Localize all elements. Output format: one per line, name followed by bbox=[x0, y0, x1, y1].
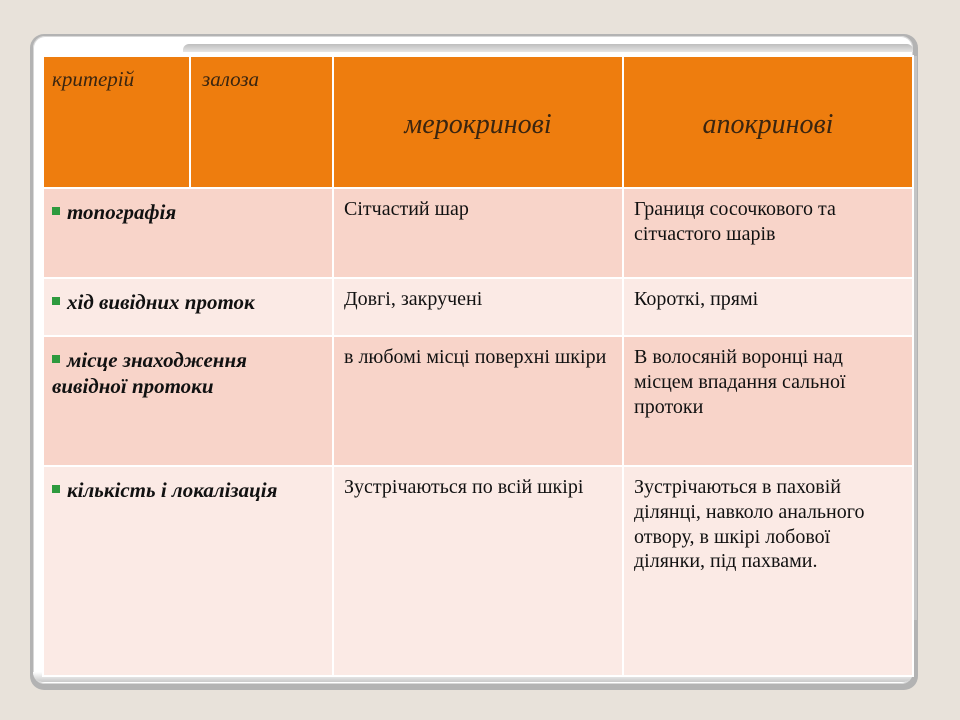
header-gland-label: залоза bbox=[202, 67, 260, 91]
apocrine-cell: Зустрічаються в паховій ділянці, навколо анального отвору, в шкірі лобової ділянки, під пахвами. bbox=[623, 466, 913, 676]
table-row bbox=[43, 466, 913, 676]
header-criterion-cell bbox=[43, 56, 333, 188]
criterion-label: місце знаходження вивідної протоки bbox=[52, 348, 247, 399]
bullet-icon bbox=[52, 297, 60, 305]
apocrine-cell: Короткі, прямі bbox=[623, 278, 913, 336]
bullet-icon bbox=[52, 207, 60, 215]
header-apocrine: апокринові bbox=[623, 56, 913, 188]
criterion-label: хід вивідних проток bbox=[67, 290, 255, 314]
table-row bbox=[43, 278, 913, 336]
criterion-cell bbox=[43, 466, 333, 676]
apocrine-cell: Границя сосочкового та сітчастого шарів bbox=[623, 188, 913, 278]
criterion-cell bbox=[43, 278, 333, 336]
table-header-row bbox=[43, 56, 913, 188]
header-merocrine: мерокринові bbox=[333, 56, 623, 188]
header-criterion-label: критерій bbox=[52, 67, 135, 91]
merocrine-cell: Довгі, закручені bbox=[333, 278, 623, 336]
criterion-cell bbox=[43, 188, 333, 278]
header-divider bbox=[189, 57, 191, 187]
apocrine-cell: В волосяній воронці над місцем впадання сальної протоки bbox=[623, 336, 913, 466]
merocrine-cell: Сітчастий шар bbox=[333, 188, 623, 278]
criterion-label: топографія bbox=[67, 200, 177, 224]
bullet-icon bbox=[52, 355, 60, 363]
merocrine-cell: Зустрічаються по всій шкірі bbox=[333, 466, 623, 676]
bullet-icon bbox=[52, 485, 60, 493]
criterion-cell bbox=[43, 336, 333, 466]
table-row bbox=[43, 336, 913, 466]
comparison-table bbox=[42, 55, 914, 677]
table-row bbox=[43, 188, 913, 278]
merocrine-cell: в любомі місці поверхні шкіри bbox=[333, 336, 623, 466]
criterion-label: кількість і локалізація bbox=[67, 478, 278, 502]
